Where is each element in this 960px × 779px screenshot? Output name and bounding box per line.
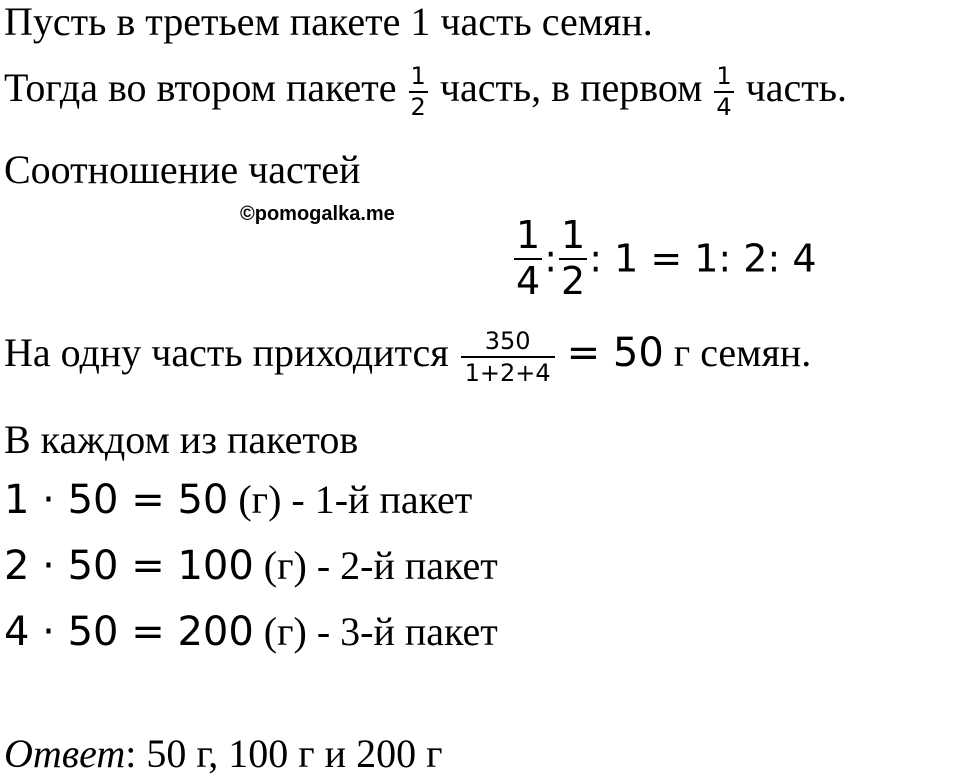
line-7-text: (г) - 1-й пакет <box>238 477 473 522</box>
fraction-one-half <box>409 62 428 122</box>
fraction-denominator: 1+2+4 <box>461 356 555 388</box>
line-7 <box>4 477 473 523</box>
line-2-text-b: часть, в первом <box>439 64 703 110</box>
watermark: ©pomogalka.me <box>240 203 395 225</box>
line-8-math: 2 · 50 = 100 <box>4 543 254 589</box>
line-5-text-a: На одну часть приходится <box>4 330 449 376</box>
answer-line <box>4 731 443 776</box>
line-5-equals: = 50 <box>566 330 664 377</box>
ratio-separator: : <box>544 236 557 281</box>
fraction-numerator: 1 <box>410 62 426 90</box>
line-8-text: (г) - 2-й пакет <box>263 543 498 588</box>
line-9 <box>4 609 498 655</box>
line-5 <box>4 326 811 388</box>
fraction-denominator: 2 <box>410 92 426 121</box>
fraction-numerator: 1 <box>716 62 732 90</box>
line-2-text-a: Тогда во втором пакете <box>4 64 397 110</box>
fraction-numerator: 1 <box>516 213 541 257</box>
line-6-text: В каждом из пакетов <box>4 417 359 462</box>
ratio-rest: : 1 = 1: 2: 4 <box>589 236 817 281</box>
line-9-math: 4 · 50 = 200 <box>4 609 254 655</box>
line-1 <box>4 2 653 42</box>
line-9-text: (г) - 3-й пакет <box>263 609 498 654</box>
fraction-numerator: 1 <box>561 213 586 257</box>
ratio-equation <box>512 214 817 303</box>
answer-text: : 50 г, 100 г и 200 г <box>125 731 443 776</box>
fraction-denominator: 4 <box>716 92 732 121</box>
line-3-text: Соотношение частей <box>4 147 361 192</box>
line-7-math: 1 · 50 = 50 <box>4 477 229 523</box>
line-3 <box>4 147 361 192</box>
line-2-text-c: часть. <box>745 64 848 110</box>
line-6 <box>4 417 359 462</box>
ratio-fraction-half <box>559 214 587 303</box>
fraction-denominator: 2 <box>561 258 586 303</box>
line-8 <box>4 543 498 589</box>
fraction-denominator: 4 <box>516 258 541 303</box>
fraction-numerator: 350 <box>484 327 531 355</box>
fraction-one-quarter <box>714 62 733 122</box>
line-1-text: Пусть в третьем пакете 1 часть семян. <box>4 0 653 44</box>
line-5-text-b: г семян. <box>673 330 812 376</box>
line-2 <box>4 62 847 122</box>
ratio-fraction-quarter <box>514 214 542 303</box>
fraction-per-part <box>461 326 555 388</box>
answer-label: Ответ <box>4 731 126 776</box>
